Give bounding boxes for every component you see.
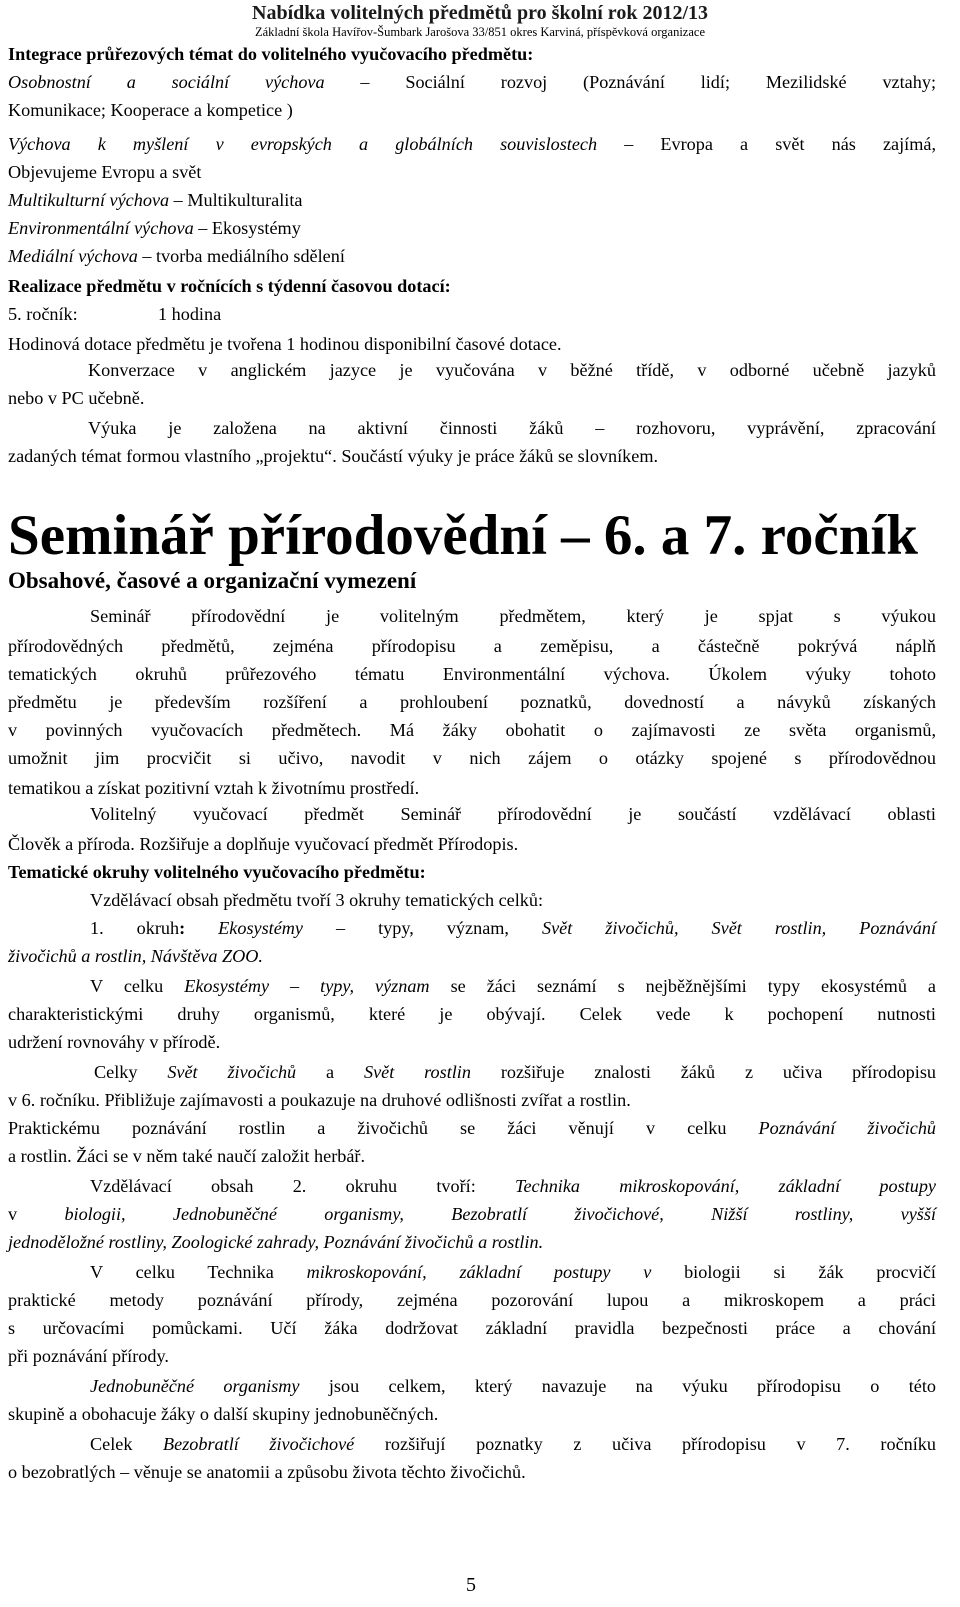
text-line	[8, 68, 936, 96]
text-line: Konverzace v anglickém jazyce je vyučována v běžné třídě, v odborné učebně jazyků	[88, 360, 936, 380]
text-fragment: se žáci seznámí s nejběžnějšími typy ekosystémů a	[429, 976, 936, 996]
text-line: Seminář přírodovědní je volitelným předmětem, který je spjat s výukou	[90, 606, 936, 626]
text-line	[8, 186, 936, 214]
topic-name: Multikulturní výchova	[8, 190, 170, 210]
text-line: Vzdělávací obsah předmětu tvoří 3 okruhy tematických celků:	[90, 890, 544, 910]
grade-row	[8, 300, 936, 328]
unit-name: Jednobuněčné organismy	[90, 1376, 300, 1396]
text-fragment: rozšiřuje znalosti žáků z učiva přírodopisu	[470, 1062, 936, 1082]
topic-detail: – Sociální rozvoj (Poznávání lidí; Mezilidské vztahy;	[324, 72, 936, 92]
text-fragment: – typy, význam,	[303, 918, 542, 938]
text-line: udržení rovnováhy v přírodě.	[8, 1032, 221, 1052]
text-line	[8, 214, 936, 242]
text-fragment: v	[8, 1204, 65, 1224]
text-fragment: jsou celkem, který navazuje na výuku přírodopisu o této	[299, 1376, 936, 1396]
topic-name: Environmentální výchova	[8, 218, 194, 238]
seminar-title: Seminář přírodovědní – 6. a 7. ročník	[8, 504, 918, 567]
unit-name: biologii, Jednobuněčné organismy, Bezobratlí živočichové, Nižší rostliny, vyšší	[64, 1204, 936, 1224]
text-line	[8, 1114, 936, 1142]
topic-name: Mediální výchova	[8, 246, 138, 266]
text-line: tematických okruhů průřezového tématu Environmentální výchova. Úkolem výuky tohoto	[8, 664, 936, 684]
page-number: 5	[466, 1574, 476, 1596]
unit-name: Svět rostlin	[363, 1062, 471, 1082]
topic-name: Výchova k myšlení v evropských a globálních souvislostech	[8, 134, 598, 154]
topic-detail: – tvorba mediálního sdělení	[137, 246, 345, 266]
text-fragment: V celku Technika	[90, 1262, 307, 1282]
text-line	[8, 1372, 936, 1400]
unit-name: Technika mikroskopování, základní postupy	[515, 1176, 936, 1196]
topic-detail: – Ekosystémy	[193, 218, 301, 238]
text-line: tematikou a získat pozitivní vztah k životnímu prostředí.	[8, 778, 420, 798]
unit-name: mikroskopování, základní postupy v	[306, 1262, 652, 1282]
text-line: Volitelný vyučovací předmět Seminář přírodovědní je součástí vzdělávací oblasti	[90, 804, 936, 824]
text-line: Komunikace; Kooperace a kompetice )	[8, 100, 293, 120]
text-line: Hodinová dotace předmětu je tvořena 1 hodinou disponibilní časové dotace.	[8, 334, 562, 354]
text-fragment: Celky	[94, 1062, 168, 1082]
text-line: živočichů a rostlin, Návštěva ZOO.	[8, 946, 263, 966]
school-name: Základní škola Havířov-Šumbark Jarošova 33/851 okres Karviná, příspěvková organizace	[255, 25, 705, 39]
thematic-heading: Tematické okruhy volitelného vyučovacího předmětu:	[8, 862, 426, 882]
text-fragment: Praktickému poznávání rostlin a živočichů se žáci věnují v celku	[8, 1118, 759, 1138]
text-line: Výuka je založena na aktivní činnosti žáků – rozhovoru, vyprávění, zpracování	[88, 418, 936, 438]
text-line: praktické metody poznávání přírody, zejména pozorování lupou a mikroskopem a práci	[8, 1290, 936, 1310]
text-fragment: Vzdělávací obsah 2. okruhu tvoří:	[90, 1176, 516, 1196]
integration-heading: Integrace průřezových témat do volitelného vyučovacího předmětu:	[8, 44, 534, 64]
grade-label: 5. ročník:	[8, 304, 78, 324]
text-line: o bezobratlých – věnuje se anatomii a způsobu života těchto živočichů.	[8, 1462, 526, 1482]
text-fragment: biologii si žák procvičí	[651, 1262, 936, 1282]
unit-name: Ekosystémy – typy, význam	[184, 976, 430, 996]
text-line	[8, 1058, 936, 1086]
text-line	[8, 914, 936, 942]
text-line	[8, 1172, 936, 1200]
text-line: Člověk a příroda. Rozšiřuje a doplňuje vyučovací předmět Přírodopis.	[8, 834, 519, 854]
text-line	[8, 1430, 936, 1458]
text-line: předmětu je především rozšíření a prohloubení poznatků, dovedností a návyků získaných	[8, 692, 936, 712]
unit-name: Ekosystémy	[218, 918, 304, 938]
unit-name: Bezobratlí živočichové	[163, 1434, 355, 1454]
text-line: nebo v PC učebně.	[8, 388, 145, 408]
grade-hours: 1 hodina	[158, 304, 222, 324]
unit-name: Svět živočichů	[167, 1062, 297, 1082]
text-line: v povinných vyučovacích předmětech. Má žáky obohatit o zajímavosti ze světa organismů,	[8, 720, 936, 740]
text-line: skupině a obohacuje žáky o další skupiny jednobuněčných.	[8, 1404, 439, 1424]
text-line	[8, 1200, 936, 1228]
separator: :	[179, 918, 219, 938]
text-line: charakteristickými druhy organismů, které je obývají. Celek vede k pochopení nutnosti	[8, 1004, 936, 1024]
seminar-subheading: Obsahové, časové a organizační vymezení	[8, 568, 417, 593]
text-fragment: V celku	[90, 976, 185, 996]
text-line: v 6. ročníku. Přibližuje zajímavosti a poukazuje na druhové odlišnosti zvířat a rostlin.	[8, 1090, 631, 1110]
topic-detail: – Evropa a svět nás zajímá,	[597, 134, 937, 154]
text-line: jednoděložné rostliny, Zoologické zahrady, Poznávání živočichů a rostlin.	[8, 1232, 544, 1252]
realization-heading: Realizace předmětu v ročnících s týdenní časovou dotací:	[8, 276, 451, 296]
text-line	[8, 1258, 936, 1286]
unit-name: Svět živočichů, Svět rostlin, Poznávání	[541, 918, 936, 938]
text-line	[8, 130, 936, 158]
text-line: přírodovědných předmětů, zejména přírodopisu a zeměpisu, a částečně pokrývá náplň	[8, 636, 936, 656]
topic-detail: – Multikulturalita	[169, 190, 303, 210]
text-fragment: rozšiřují poznatky z učiva přírodopisu v 7. ročníku	[354, 1434, 936, 1454]
okruh-label: 1. okruh	[90, 918, 180, 938]
text-line	[8, 242, 936, 270]
unit-name: Poznávání živočichů	[758, 1118, 937, 1138]
text-line: zadaných témat formou vlastního „projektu“. Součástí výuky je práce žáků se slovníkem.	[8, 446, 659, 466]
text-fragment: a	[296, 1062, 364, 1082]
text-fragment: Celek	[90, 1434, 164, 1454]
text-line: umožnit jim procvičit si učivo, navodit v nich zájem o otázky spojené s přírodovědnou	[8, 748, 936, 768]
topic-name: Osobnostní a sociální výchova	[8, 72, 325, 92]
text-line: Objevujeme Evropu a svět	[8, 162, 202, 182]
text-line: při poznávání přírody.	[8, 1346, 169, 1366]
text-line: s určovacími pomůckami. Učí žáka dodržovat základní pravidla bezpečnosti práce a chování	[8, 1318, 936, 1338]
document-title: Nabídka volitelných předmětů pro školní rok 2012/13	[252, 2, 708, 24]
text-line	[8, 972, 936, 1000]
text-line: a rostlin. Žáci se v něm také naučí založit herbář.	[8, 1146, 366, 1166]
